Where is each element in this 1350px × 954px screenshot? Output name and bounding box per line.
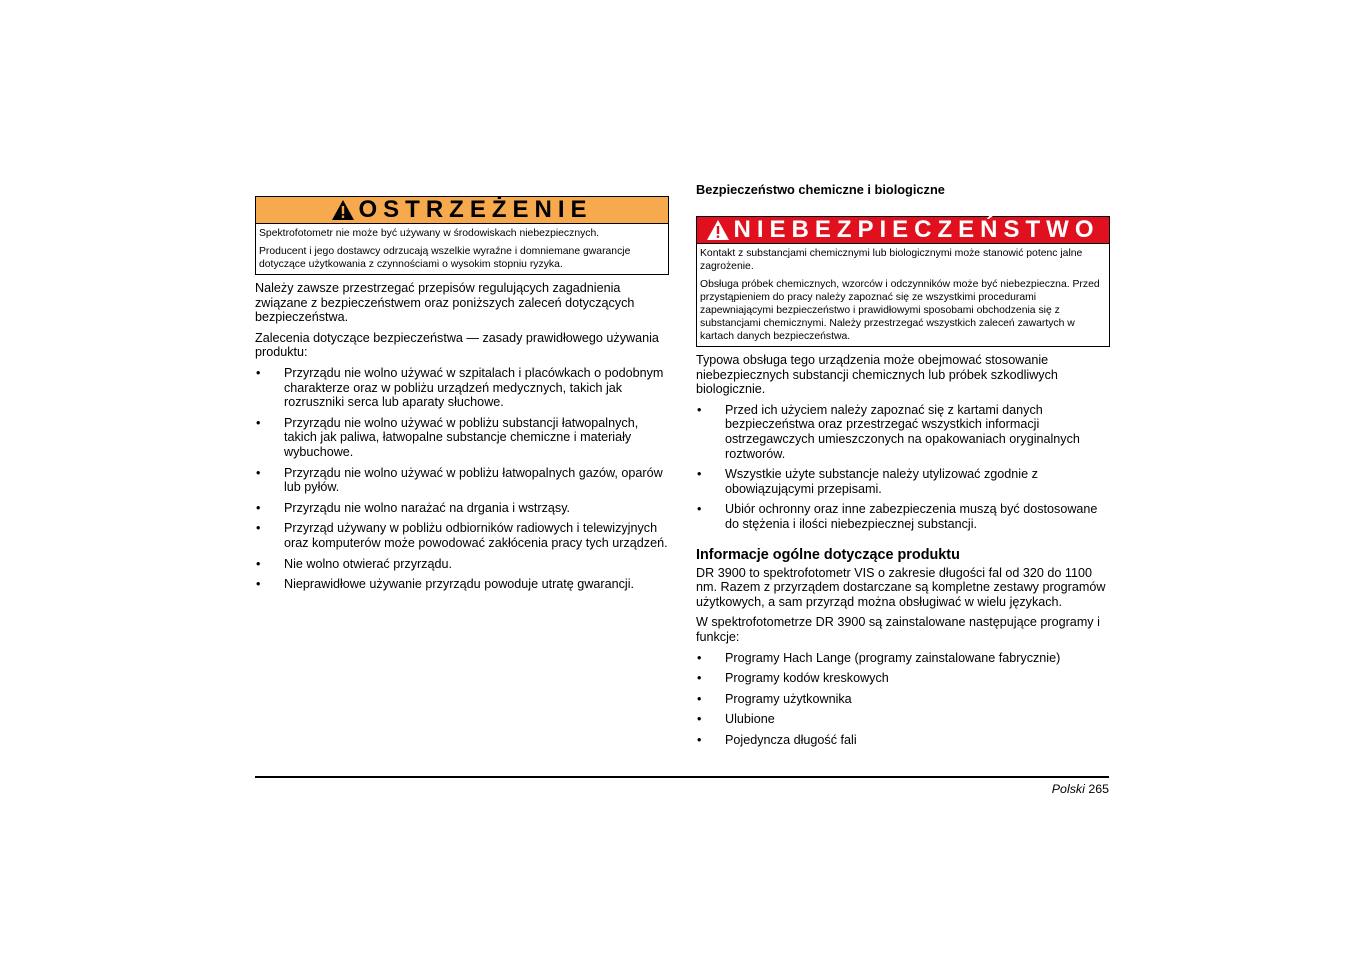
- danger-line: Kontakt z substancjami chemicznymi lub biologicznymi może stanowić potenc jalne zagrożenie.: [700, 248, 1083, 272]
- danger-header: [697, 217, 1109, 244]
- page-footer: [1052, 782, 1109, 796]
- list-item-text: Programy kodów kreskowych: [725, 671, 889, 686]
- bullet: •: [697, 502, 702, 517]
- page-number: 265: [1088, 782, 1109, 796]
- list-item-text: Pojedyncza długość fali: [725, 732, 857, 747]
- danger-line: Obsługa próbek chemicznych, wzorców i odczynników może być niebezpieczna. Przed przystąpieniem do pracy należy zapoznać się ze wszystkimi procedurami zapewniającymi bezpieczeństwo i prawidłowymi sposobami obchodzenia się z substancjami chemicznymi. Należy przestrzegać wszystkich zaleceń zawartych w kartach danych bezpieczeństwa.: [700, 279, 1100, 342]
- bullet: •: [256, 415, 261, 430]
- list-item-text: Ubiór ochronny oraz inne zabezpieczenia muszą być dostosowane do stężenia i ilości niebezpiecznej substancji.: [725, 502, 1098, 531]
- bullet: •: [697, 671, 702, 686]
- list-item-text: Nieprawidłowe używanie przyrządu powoduje utratę gwarancji.: [284, 577, 635, 592]
- list-item-text: Przed ich użyciem należy zapoznać się z kartami danych bezpieczeństwa oraz przestrzegać wszystkich informacji ostrzegawczych umieszczonych na opakowaniach oryginalnych roztworów.: [725, 402, 1080, 461]
- bullet: •: [697, 732, 702, 747]
- bullet: •: [256, 365, 261, 380]
- footer-rule: [255, 776, 1109, 778]
- list-item-text: Przyrząd używany w pobliżu odbiorników radiowych i telewizyjnych oraz komputerów może powodować zakłócenia pracy tych urządzeń.: [284, 521, 668, 550]
- list-item: [696, 733, 1110, 748]
- bullet: •: [256, 500, 261, 515]
- list-item: [696, 671, 1110, 686]
- list-item: [255, 466, 669, 495]
- product-info-para: DR 3900 to spektrofotometr VIS o zakresie długości fal od 320 do 1100 nm. Razem z przyrządem dostarczane są kompletne zestawy programów użytkowych, a sam przyrząd można obsługiwać w wielu językach.: [696, 565, 1106, 609]
- list-item-text: Wszystkie użyte substancje należy utylizować zgodnie z obowiązującymi przepisami.: [725, 467, 1038, 496]
- chemical-safety-heading: Bezpieczeństwo chemiczne i biologiczne: [696, 182, 945, 197]
- list-item: [255, 557, 669, 572]
- bullet: •: [697, 650, 702, 665]
- danger-triangle-icon: [706, 219, 730, 241]
- list-item-text: Nie wolno otwierać przyrządu.: [284, 556, 452, 571]
- danger-box: [696, 216, 1110, 347]
- bullet: •: [256, 556, 261, 571]
- list-item: [696, 712, 1110, 727]
- list-item-text: Programy użytkownika: [725, 691, 852, 706]
- bullet: •: [697, 467, 702, 482]
- list-item: [696, 502, 1110, 531]
- danger-body: [697, 244, 1109, 346]
- list-item: [255, 501, 669, 516]
- list-item: [255, 416, 669, 460]
- bullet: •: [256, 465, 261, 480]
- list-item: [696, 467, 1110, 496]
- list-item-text: Programy Hach Lange (programy zainstalowane fabrycznie): [725, 650, 1061, 665]
- list-item-text: Przyrządu nie wolno używać w szpitalach i placówkach o podobnym charakterze oraz w pobliżu urządzeń medycznych, takich jak rozruszniki serca lub aparaty słuchowe.: [284, 365, 664, 410]
- list-item-text: Ulubione: [725, 712, 775, 727]
- warning-triangle-icon: [331, 199, 355, 221]
- product-info-heading: Informacje ogólne dotyczące produktu: [696, 546, 960, 563]
- list-item-text: Przyrządu nie wolno używać w pobliżu łatwopalnych gazów, oparów lub pyłów.: [284, 465, 663, 495]
- footer-language: Polski: [1051, 782, 1085, 796]
- warning-box: [255, 196, 669, 275]
- bullet: •: [697, 691, 702, 706]
- programs-bullet-list: [696, 651, 1110, 748]
- list-item: [696, 651, 1110, 666]
- warning-line: Spektrofotometr nie może być używany w środowiskach niebezpiecznych.: [259, 228, 600, 239]
- list-item: [696, 692, 1110, 707]
- warning-header: [256, 197, 668, 224]
- safety-recommendations: Zalecenia dotyczące bezpieczeństwa — zasady prawidłowego używania produktu:: [255, 330, 659, 360]
- chemical-intro: Typowa obsługa tego urządzenia może obejmować stosowanie niebezpiecznych substancji chemicznych lub próbek szkodliwych biologicznie.: [696, 353, 1058, 397]
- bullet: •: [256, 577, 261, 592]
- right-column: [696, 182, 1110, 747]
- warning-title: OSTRZEŻENIE: [358, 196, 593, 223]
- list-item: [255, 577, 669, 592]
- product-info-para: W spektrofotometrze DR 3900 są zainstalowane następujące programy i funkcje:: [696, 615, 1100, 644]
- bullet: •: [697, 402, 702, 417]
- chemical-bullet-list: [696, 403, 1110, 532]
- bullet: •: [697, 712, 702, 727]
- list-item: [696, 403, 1110, 461]
- list-item: [255, 521, 669, 550]
- list-item-text: Przyrządu nie wolno narażać na drgania i wstrząsy.: [284, 500, 571, 515]
- left-column: [255, 196, 669, 592]
- list-item-text: Przyrządu nie wolno używać w pobliżu substancji łatwopalnych, takich jak paliwa, łatwopalne substancje chemiczne i materiały wybuchowe.: [284, 415, 639, 459]
- warning-body: [256, 224, 668, 274]
- danger-title: NIEBEZPIECZEŃSTWO: [733, 216, 1100, 243]
- safety-intro: Należy zawsze przestrzegać przepisów regulujących zagadnienia związane z bezpieczeństwem oraz poniższych zaleceń dotyczących bezpieczeństwa.: [255, 281, 635, 325]
- list-item: [255, 366, 669, 410]
- bullet: •: [256, 521, 261, 536]
- warning-line: Producent i jego dostawcy odrzucają wszelkie wyraźne i domniemane gwarancje dotyczące użytkowania z czynnościami o wysokim stopniu ryzyka.: [259, 246, 631, 270]
- safety-bullet-list: [255, 366, 669, 592]
